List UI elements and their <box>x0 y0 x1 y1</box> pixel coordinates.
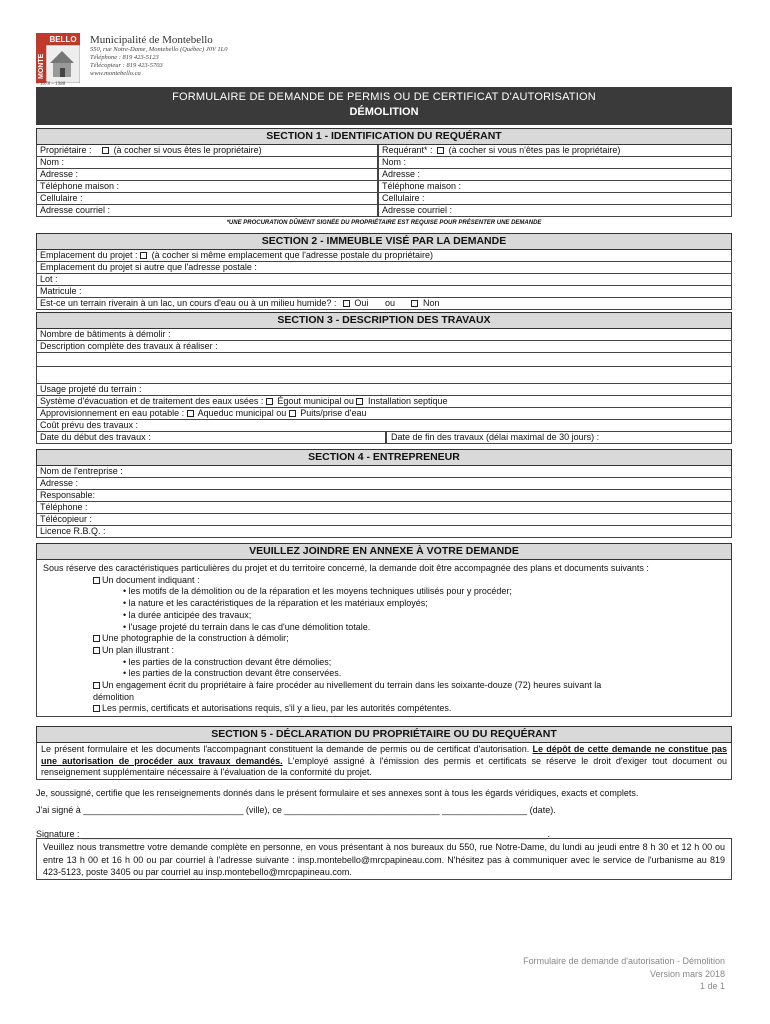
municipality-website: www.montebello.ca <box>90 70 141 77</box>
declaration-bold-notice: Le dépôt de cette demande ne constitue pas une autorisation de procéder aux travaux demandés. <box>41 744 727 766</box>
waterfront-no-checkbox[interactable] <box>411 300 418 307</box>
end-date-field[interactable]: Date de fin des travaux (délai maximal de 30 jours) : <box>386 432 732 444</box>
proxy-note: *UNE PROCURATION DÛMENT SIGNÉE DU PROPRIÉTAIRE EST REQUISE POUR PRÉSENTER UNE DEMANDE <box>226 220 542 226</box>
municipal-sewer-checkbox[interactable] <box>266 398 273 405</box>
annex-photo-checkbox[interactable] <box>93 635 100 642</box>
owner-check-text: (à cocher si vous êtes le propriétaire) <box>113 145 262 155</box>
owner-checkbox-row <box>36 145 378 157</box>
owner-address-field[interactable]: Adresse : <box>36 169 378 181</box>
section5-heading: SECTION 5 - DÉCLARATION DU PROPRIÉTAIRE OU DU REQUÉRANT <box>36 726 732 743</box>
footer-page: 1 de 1 <box>699 981 725 991</box>
wastewater-row <box>36 396 732 408</box>
waterfront-row <box>36 298 732 310</box>
septic-checkbox[interactable] <box>356 398 363 405</box>
applicant-name-field[interactable]: Nom : <box>378 157 732 169</box>
municipality-name: Municipalité de Montebello <box>90 34 213 46</box>
company-responsible-field[interactable]: Responsable: <box>36 490 732 502</box>
declaration-text: Le présent formulaire et les documents l'accompagnant constituent la demande de permis ou de certificat d'autorisation. Le dépôt de cette demande ne constitue pas une autorisation de procéder aux travaux demandés. L'employé assigné à l'émission des permis et certificats se réserve le droit d'exiger tout document ou renseignement supplémentaire nécessaire à l'évaluation de la conformité du projet. <box>36 743 732 780</box>
applicant-checkbox[interactable] <box>437 147 444 154</box>
owner-checkbox[interactable] <box>102 147 109 154</box>
owner-email-field[interactable]: Adresse courriel : <box>36 205 378 217</box>
waterfront-no-label: Non <box>423 298 440 308</box>
annex-bullet: • la nature et les caractéristiques de la réparation et les matériaux employés; <box>123 598 428 609</box>
annex-document-checkbox[interactable] <box>93 577 100 584</box>
owner-cell-field[interactable]: Cellulaire : <box>36 193 378 205</box>
annex-item-commitment: Un engagement écrit du propriétaire à faire procéder au nivellement du terrain dans les soixante-douze (72) heures suivant la <box>43 680 725 692</box>
owner-name-field[interactable]: Nom : <box>36 157 378 169</box>
aqueduct-checkbox[interactable] <box>187 410 194 417</box>
aqueduct-label: Aqueduc municipal ou <box>197 408 287 418</box>
annex-bullet: • les parties de la construction devant être conservées. <box>123 668 342 679</box>
work-description-line2[interactable] <box>36 353 732 367</box>
footer-version: Version mars 2018 <box>649 968 725 979</box>
annex-bullet: • les parties de la construction devant être démolies; <box>123 656 332 667</box>
company-address-field[interactable]: Adresse : <box>36 478 732 490</box>
footer-form-name: Formulaire de demande d'autorisation - Démolition <box>523 956 725 966</box>
annex-heading: VEUILLEZ JOINDRE EN ANNEXE À VOTRE DEMANDE <box>36 543 732 560</box>
section3-heading: SECTION 3 - DESCRIPTION DES TRAVAUX <box>36 312 732 329</box>
municipality-header <box>90 34 228 78</box>
svg-text:BELLO: BELLO <box>49 35 77 44</box>
lot-field[interactable]: Lot : <box>36 274 732 286</box>
cost-field[interactable]: Coût prévu des travaux : <box>36 420 732 432</box>
company-fax-field[interactable]: Télécopieur : <box>36 514 732 526</box>
water-supply-row <box>36 408 732 420</box>
same-location-checkbox[interactable] <box>140 252 147 259</box>
logo-caption: ~ 1678 ~ 1988 <box>36 82 66 87</box>
waterfront-or-label: ou <box>384 298 395 308</box>
applicant-address-field[interactable]: Adresse : <box>378 169 732 181</box>
annex-item-plan: Un plan illustrant : <box>43 645 725 657</box>
septic-label: Installation septique <box>367 396 448 406</box>
building-count-field[interactable]: Nombre de bâtiments à démolir : <box>36 329 732 341</box>
annex-intro: Sous réserve des caractéristiques particulières du projet et du territoire concerné, la demande doit être accompagnée des plans et documents suivants : <box>43 563 649 573</box>
municipality-phone: Téléphone : 819 423-5123 <box>90 54 159 61</box>
water-supply-label: Approvisionnement en eau potable : <box>40 408 185 418</box>
annex-item-document: Un document indiquant : <box>43 575 725 587</box>
matricule-field[interactable]: Matricule : <box>36 286 732 298</box>
same-location-text: (à cocher si même emplacement que l'adresse postale du propriétaire) <box>151 250 433 260</box>
annex-item-commitment-cont: démolition <box>93 691 135 702</box>
certify-text: Je, soussigné, certifie que les renseignements donnés dans le présent formulaire et ses annexes sont à tous les égards véridiques, exacts et complets. <box>36 788 639 798</box>
applicant-cell-field[interactable]: Cellulaire : <box>378 193 732 205</box>
owner-label: Propriétaire : <box>40 145 92 155</box>
svg-text:MONTE: MONTE <box>38 53 45 79</box>
municipality-logo <box>36 33 80 83</box>
annex-commitment-checkbox[interactable] <box>93 682 100 689</box>
waterfront-yes-checkbox[interactable] <box>343 300 350 307</box>
applicant-check-text: (à cocher si vous n'êtes pas le propriétaire) <box>448 145 621 155</box>
municipality-fax: Télécopieur : 819 423-5703 <box>90 62 163 69</box>
form-title-line2: DÉMOLITION <box>349 106 419 118</box>
municipal-sewer-label: Égout municipal ou <box>277 396 354 406</box>
project-location-label: Emplacement du projet : <box>40 250 138 260</box>
section1-heading: SECTION 1 - IDENTIFICATION DU REQUÉRANT <box>36 128 732 145</box>
annex-plan-checkbox[interactable] <box>93 647 100 654</box>
form-title-line1: FORMULAIRE DE DEMANDE DE PERMIS OU DE CERTIFICAT D'AUTORISATION <box>172 91 596 103</box>
well-label: Puits/prise d'eau <box>300 408 367 418</box>
land-use-field[interactable]: Usage projeté du terrain : <box>36 384 732 396</box>
well-checkbox[interactable] <box>289 410 296 417</box>
work-description-field[interactable]: Description complète des travaux à réaliser : <box>36 341 732 353</box>
owner-phone-field[interactable]: Téléphone maison : <box>36 181 378 193</box>
annex-permits-checkbox[interactable] <box>93 705 100 712</box>
company-name-field[interactable]: Nom de l'entreprise : <box>36 466 732 478</box>
annex-bullet: • l'usage projeté du terrain dans le cas d'une démolition totale. <box>123 621 371 632</box>
wastewater-label: Système d'évacuation et de traitement des eaux usées : <box>40 396 264 406</box>
annex-bullet: • les motifs de la démolition ou de la réparation et les moyens techniques utilisés pour y procéder; <box>123 586 512 597</box>
project-location-row <box>36 250 732 262</box>
work-description-line3[interactable] <box>36 367 732 384</box>
company-phone-field[interactable]: Téléphone : <box>36 502 732 514</box>
section4-heading: SECTION 4 - ENTREPRENEUR <box>36 449 732 466</box>
form-title <box>36 87 732 125</box>
annex-list <box>36 560 732 717</box>
start-date-field[interactable]: Date du début des travaux : <box>36 432 386 444</box>
annex-item-photo: Une photographie de la construction à démolir; <box>43 633 725 645</box>
footer <box>523 955 725 993</box>
section2-heading: SECTION 2 - IMMEUBLE VISÉ PAR LA DEMANDE <box>36 233 732 250</box>
applicant-label: Requérant* : <box>382 145 433 155</box>
signature-field[interactable]: Signature : _____________________________________________________________________________________________. <box>36 829 551 839</box>
municipality-address: 550, rue Notre-Dame, Montebello (Québec) J0V 1L0 <box>90 46 228 53</box>
applicant-checkbox-row <box>378 145 732 157</box>
signed-place-date-field[interactable]: J'ai signé à ________________________________ (ville), ce _______________________________ _________________ (date). <box>36 805 556 815</box>
annex-item-permits: Les permis, certificats et autorisations requis, s'il y a lieu, par les autorités compétentes. <box>43 703 725 715</box>
contact-info: Veuillez nous transmettre votre demande complète en personne, en vous présentant à nos bureaux du 550, rue Notre-Dame, du lundi au jeudi entre 8 h 30 et 12 h 00 ou entre 13 h 00 et 16 h 00 ou par courriel à l'adresse suivante : insp.montebello@mrcpapineau.com. N'hésitez pas à communiquer avec le service de l'urbanisme au 819 423-5123, poste 3405 ou par courriel au insp.montebello@mrcpapineau.com. <box>36 838 732 880</box>
applicant-email-field[interactable]: Adresse courriel : <box>378 205 732 217</box>
annex-bullet: • la durée anticipée des travaux; <box>123 609 252 620</box>
other-location-field[interactable]: Emplacement du projet si autre que l'adresse postale : <box>36 262 732 274</box>
rbq-licence-field[interactable]: Licence R.B.Q. : <box>36 526 732 538</box>
waterfront-yes-label: Oui <box>354 298 369 308</box>
waterfront-label: Est-ce un terrain riverain à un lac, un cours d'eau ou à un milieu humide? : <box>40 298 337 308</box>
applicant-phone-field[interactable]: Téléphone maison : <box>378 181 732 193</box>
